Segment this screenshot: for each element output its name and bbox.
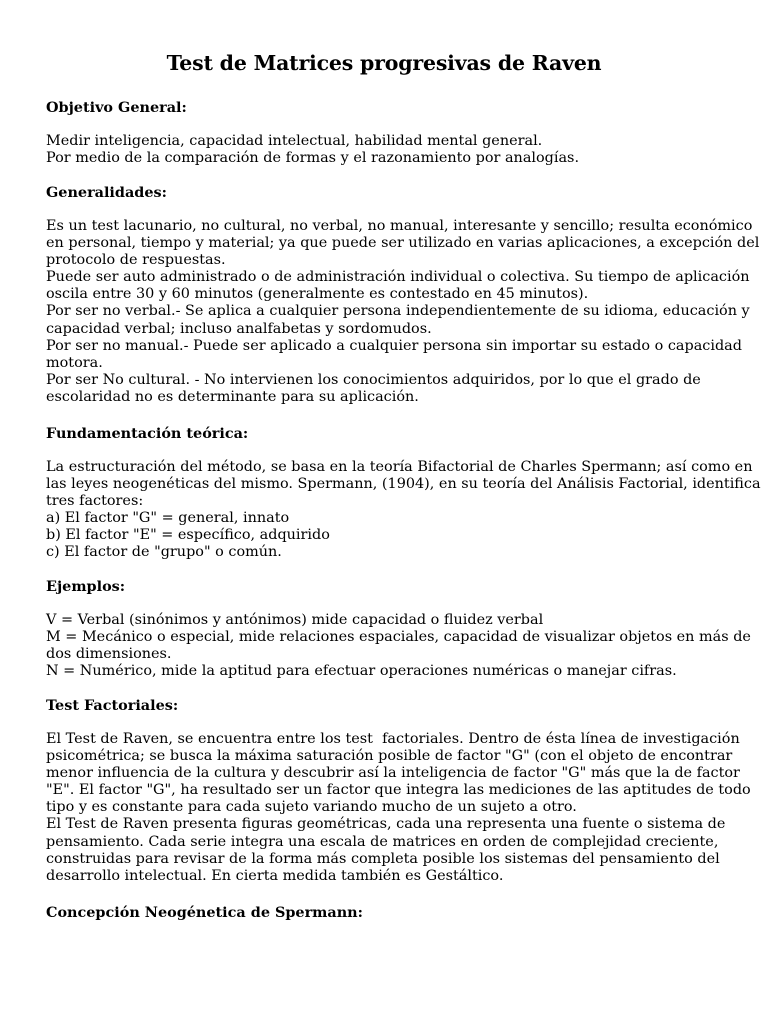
text-line: oscila entre 30 y 60 minutos (generalmente es contestado en 45 minutos). bbox=[46, 286, 589, 303]
section-body-ejemplos bbox=[46, 612, 751, 680]
section-heading-ejemplos: Ejemplos: bbox=[46, 578, 126, 595]
text-line: desarrollo intelectual. En cierta medida también es Gestáltico. bbox=[46, 867, 504, 884]
text-line: escolaridad no es determinante para su aplicación. bbox=[46, 388, 419, 405]
text-line: Es un test lacunario, no cultural, no verbal, no manual, interesante y sencillo; resulta económico bbox=[46, 218, 753, 234]
text-line: protocolo de respuestas. bbox=[46, 252, 226, 269]
section-body-generalidades bbox=[46, 218, 760, 406]
text-line: El Test de Raven, se encuentra entre los test factoriales. Dentro de ésta línea de investigación bbox=[46, 731, 740, 747]
section-body-objetivo-general bbox=[46, 133, 722, 167]
text-line: tres factores: bbox=[46, 493, 144, 510]
text-line: menor influencia de la cultura y descubrir así la inteligencia de factor "G" más que la de factor bbox=[46, 765, 740, 782]
text-line: Por medio de la comparación de formas y el razonamiento por analogías. bbox=[46, 150, 580, 167]
text-line: construidas para revisar de la forma más completa posible los sistemas del pensamiento del bbox=[46, 850, 720, 867]
text-line: El Test de Raven presenta figuras geométricas, cada una representa una fuente o sistema de bbox=[46, 816, 726, 833]
text-line: M = Mecánico o especial, mide relaciones espaciales, capacidad de visualizar objetos en más de bbox=[46, 629, 751, 646]
section-heading-fundamentacion-teorica: Fundamentación teórica: bbox=[46, 425, 249, 442]
text-line: en personal, tiempo y material; ya que puede ser utilizado en varias aplicaciones, a excepción del bbox=[46, 235, 760, 252]
text-line: a) El factor "G" = general, innato bbox=[46, 510, 290, 527]
text-line: Por ser no manual.- Puede ser aplicado a cualquier persona sin importar su estado o capacidad bbox=[46, 337, 742, 354]
text-line: Puede ser auto administrado o de administración individual o colectiva. Su tiempo de aplicación bbox=[46, 269, 750, 286]
text-line: Medir inteligencia, capacidad intelectual, habilidad mental general. bbox=[46, 133, 543, 149]
text-line: capacidad verbal; incluso analfabetas y sordomudos. bbox=[46, 320, 432, 337]
text-line: La estructuración del método, se basa en la teoría Bifactorial de Charles Spermann; así como en bbox=[46, 459, 753, 475]
text-line: tipo y es constante para cada sujeto variando mucho de un sujeto a otro. bbox=[46, 799, 577, 816]
text-line: c) El factor de "grupo" o común. bbox=[46, 544, 282, 561]
section-heading-concepcion-neogenetica: Concepción Neogénetica de Spermann: bbox=[46, 904, 363, 921]
section-heading-generalidades: Generalidades: bbox=[46, 184, 167, 201]
text-line: dos dimensiones. bbox=[46, 646, 172, 663]
text-line: b) El factor "E" = específico, adquirido bbox=[46, 527, 330, 544]
text-line: motora. bbox=[46, 354, 103, 371]
text-line: las leyes neogenéticas del mismo. Spermann, (1904), en su teoría del Análisis Factorial, identifica bbox=[46, 476, 761, 493]
text-line: pensamiento. Cada serie integra una escala de matrices en orden de complejidad creciente, bbox=[46, 833, 719, 850]
text-line: N = Numérico, mide la aptitud para efectuar operaciones numéricas o manejar cifras. bbox=[46, 663, 677, 680]
section-body-test-factoriales bbox=[46, 731, 751, 885]
section-heading-test-factoriales: Test Factoriales: bbox=[46, 697, 179, 714]
document-title: Test de Matrices progresivas de Raven bbox=[166, 51, 602, 75]
section-body-fundamentacion-teorica bbox=[46, 459, 761, 562]
text-line: Por ser No cultural. - No intervienen los conocimientos adquiridos, por lo que el grado de bbox=[46, 371, 701, 388]
text-line: V = Verbal (sinónimos y antónimos) mide capacidad o fluidez verbal bbox=[46, 612, 544, 628]
text-line: psicométrica; se busca la máxima saturación posible de factor "G" (con el objeto de encontrar bbox=[46, 748, 733, 765]
text-line: Por ser no verbal.- Se aplica a cualquier persona independientemente de su idioma, educación y bbox=[46, 303, 750, 320]
section-heading-objetivo-general: Objetivo General: bbox=[46, 99, 187, 116]
text-line: "E". El factor "G", ha resultado ser un factor que integra las mediciones de las aptitudes de todo bbox=[46, 782, 751, 799]
